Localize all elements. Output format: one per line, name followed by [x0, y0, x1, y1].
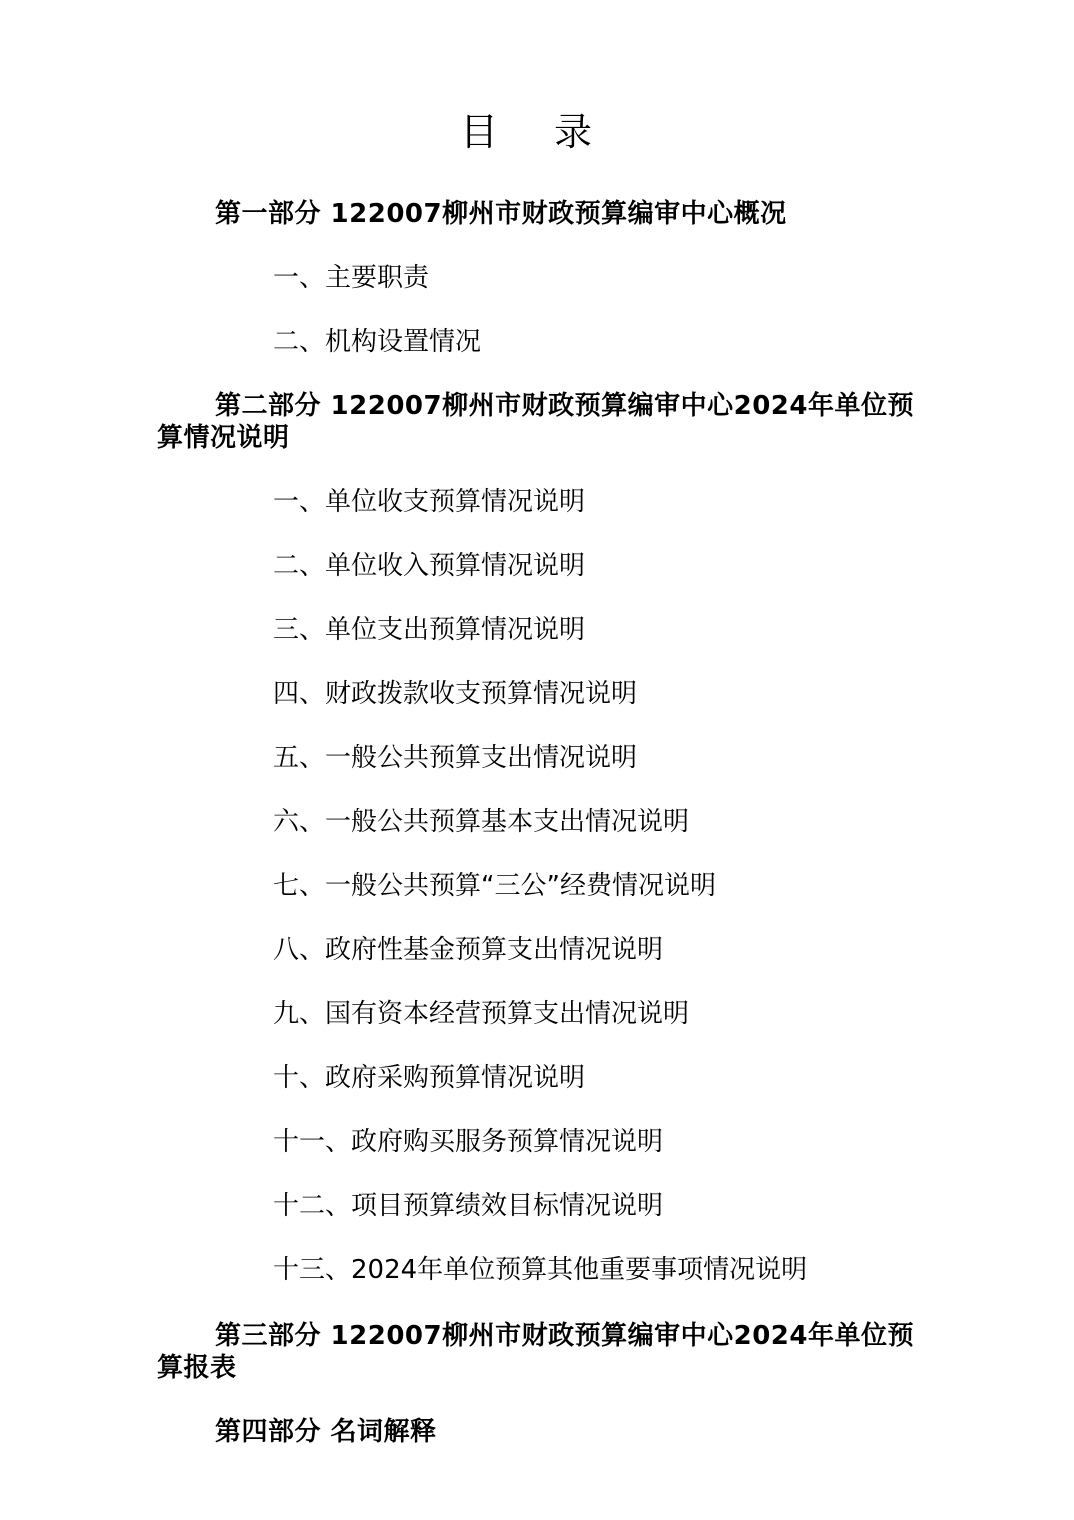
- toc-item-2-2: 二、单位收入预算情况说明: [273, 551, 586, 581]
- toc-item-2-6: 六、一般公共预算基本支出情况说明: [273, 807, 690, 837]
- toc-item-1-2: 二、机构设置情况: [273, 327, 482, 357]
- toc-item-2-13: 十三、2024年单位预算其他重要事项情况说明: [273, 1255, 808, 1285]
- toc-item-2-10: 十、政府采购预算情况说明: [273, 1063, 586, 1093]
- toc-item-2-11: 十一、政府购买服务预算情况说明: [273, 1127, 664, 1157]
- toc-item-2-4: 四、财政拨款收支预算情况说明: [273, 679, 638, 709]
- part-4-heading: 第四部分 名词解释: [215, 1417, 437, 1447]
- toc-item-2-5: 五、一般公共预算支出情况说明: [273, 743, 638, 773]
- toc-title: 目 录: [459, 110, 615, 154]
- toc-item-2-9: 九、国有资本经营预算支出情况说明: [273, 999, 690, 1029]
- toc-item-2-1: 一、单位收支预算情况说明: [273, 487, 586, 517]
- toc-item-1-1: 一、主要职责: [273, 263, 430, 293]
- toc-item-2-7: 七、一般公共预算“三公”经费情况说明: [273, 871, 716, 901]
- part-3-heading: 第三部分 122007柳州市财政预算编审中心2024年单位预算报表: [157, 1321, 914, 1383]
- toc-item-2-3: 三、单位支出预算情况说明: [273, 615, 586, 645]
- part-1-heading: 第一部分 122007柳州市财政预算编审中心概况: [215, 199, 787, 229]
- toc-item-2-12: 十二、项目预算绩效目标情况说明: [273, 1191, 664, 1221]
- toc-item-2-8: 八、政府性基金预算支出情况说明: [273, 935, 664, 965]
- part-2-heading: 第二部分 122007柳州市财政预算编审中心2024年单位预算情况说明: [157, 391, 914, 453]
